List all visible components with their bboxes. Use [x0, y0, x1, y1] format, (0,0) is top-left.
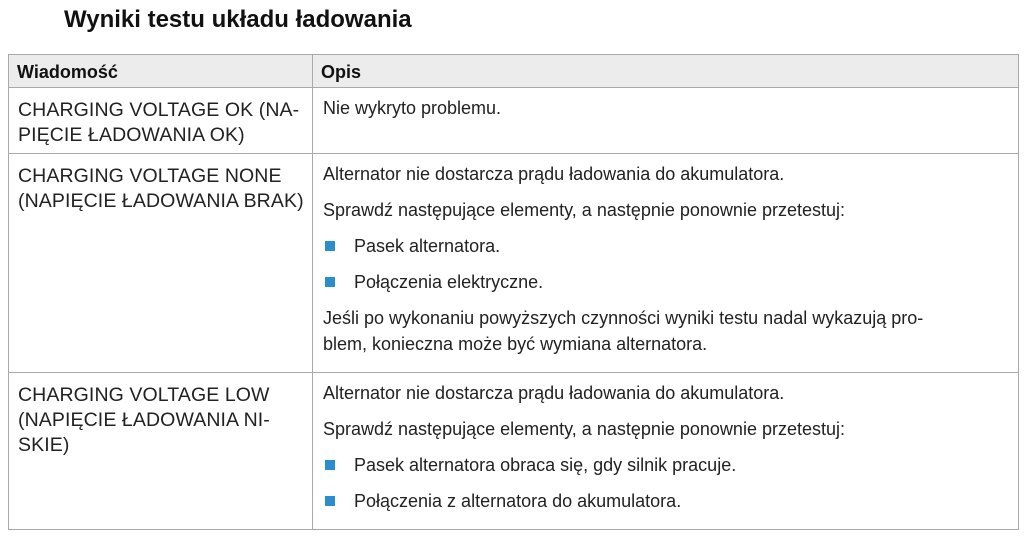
page-title: Wyniki testu układu ładowania — [64, 6, 412, 33]
description-paragraph: Nie wykryto problemu. — [323, 98, 502, 118]
description-paragraph: Sprawdź następujące elementy, a następnie ponownie przetestuj: — [323, 419, 845, 439]
description-paragraph: Alternator nie dostarcza prądu ładowania do akumulatora. — [323, 383, 785, 403]
list-item — [323, 233, 1008, 259]
column-header-description: Opis — [313, 55, 1019, 88]
square-bullet-icon — [325, 460, 335, 470]
square-bullet-icon — [325, 496, 335, 506]
table-header-row — [9, 55, 1019, 88]
message-line: PIĘCIE ŁADOWANIA OK) — [18, 124, 245, 146]
message-line: CHARGING VOLTAGE LOW — [18, 384, 270, 406]
description-paragraph — [323, 305, 1008, 357]
message-line: CHARGING VOLTAGE OK (NA- — [18, 99, 300, 121]
description-cell — [313, 88, 1019, 154]
message-line: CHARGING VOLTAGE NONE — [18, 165, 282, 187]
message-line: (NAPIĘCIE ŁADOWANIA NI- — [18, 409, 270, 431]
table-row — [9, 373, 1019, 530]
table-row — [9, 154, 1019, 373]
list-item-text: Pasek alternatora obraca się, gdy silnik pracuje. — [354, 455, 737, 475]
column-header-message: Wiadomość — [9, 55, 313, 88]
message-line: (NAPIĘCIE ŁADOWANIA BRAK) — [18, 190, 304, 212]
check-list — [323, 452, 1008, 514]
list-item — [323, 452, 1008, 478]
list-item-text: Połączenia elektryczne. — [354, 272, 544, 292]
check-list — [323, 233, 1008, 295]
paragraph-line: Jeśli po wykonaniu powyższych czynności wyniki testu nadal wykazują pro- — [323, 308, 924, 328]
description-cell — [313, 154, 1019, 373]
description-cell — [313, 373, 1019, 530]
list-item-text: Pasek alternatora. — [354, 236, 501, 256]
message-cell — [9, 373, 313, 530]
results-table — [8, 54, 1019, 530]
message-cell — [9, 154, 313, 373]
square-bullet-icon — [325, 277, 335, 287]
description-paragraph: Sprawdź następujące elementy, a następnie ponownie przetestuj: — [323, 200, 845, 220]
message-cell — [9, 88, 313, 154]
table-row — [9, 88, 1019, 154]
list-item-text: Połączenia z alternatora do akumulatora. — [354, 491, 682, 511]
paragraph-line: blem, konieczna może być wymiana alternatora. — [323, 334, 708, 354]
list-item — [323, 269, 1008, 295]
description-paragraph: Alternator nie dostarcza prądu ładowania do akumulatora. — [323, 164, 785, 184]
message-line: SKIE) — [18, 434, 70, 456]
list-item — [323, 488, 1008, 514]
square-bullet-icon — [325, 241, 335, 251]
